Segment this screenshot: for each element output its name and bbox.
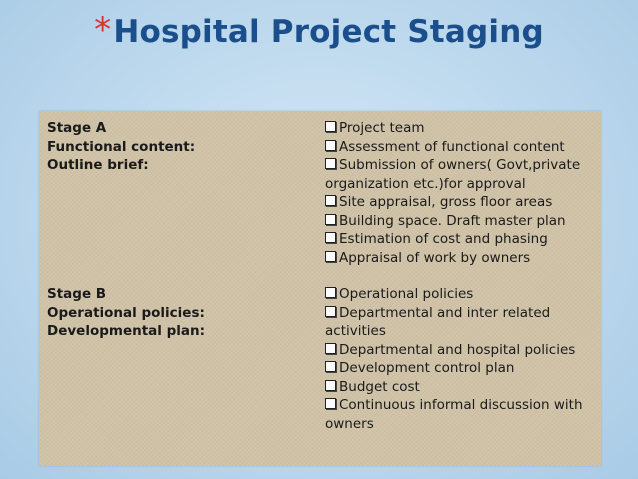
list-item-text: Site appraisal, gross floor areas — [339, 194, 553, 210]
operational-policies-label: Operational policies: — [47, 304, 205, 321]
checkbox-bullet-icon — [325, 306, 336, 317]
stage-b-labels — [47, 285, 317, 341]
list-item — [325, 119, 599, 138]
checkbox-bullet-icon — [325, 398, 336, 409]
content-panel — [39, 111, 601, 466]
list-item-text: Estimation of cost and phasing — [339, 231, 548, 247]
stage-a-label: Stage A — [47, 120, 107, 136]
list-item-text: Departmental and inter related activities — [325, 304, 551, 339]
list-item-text: Assessment of functional content — [339, 138, 565, 155]
list-item-text: Submission of owners( Govt,private organization etc.)for approval — [325, 157, 581, 192]
stage-b-items — [325, 285, 599, 433]
list-item — [325, 138, 599, 157]
list-item — [325, 285, 599, 304]
checkbox-bullet-icon — [325, 214, 336, 225]
list-item — [325, 378, 599, 397]
title-text: Hospital Project Staging — [113, 14, 544, 50]
outline-brief-label: Outline brief: — [47, 157, 149, 173]
list-item — [325, 359, 599, 378]
checkbox-bullet-icon — [325, 380, 336, 391]
list-item — [325, 156, 599, 193]
checkbox-bullet-icon — [325, 361, 336, 372]
list-item-text: Project team — [339, 120, 425, 136]
list-item — [325, 193, 599, 212]
list-item — [325, 304, 599, 341]
checkbox-bullet-icon — [325, 140, 336, 151]
checkbox-bullet-icon — [325, 251, 336, 262]
developmental-plan-label: Developmental plan: — [47, 323, 206, 339]
functional-content-label: Functional content: — [47, 138, 196, 155]
title-asterisk: * — [94, 10, 112, 50]
checkbox-bullet-icon — [325, 343, 336, 354]
list-item-text: Departmental and hospital policies — [339, 341, 576, 358]
list-item — [325, 341, 599, 360]
list-item-text: Appraisal of work by owners — [339, 249, 531, 266]
stage-a-items — [325, 119, 599, 267]
stage-a-labels — [47, 119, 317, 175]
slide-title — [0, 10, 638, 54]
list-item-text: Development control plan — [339, 360, 515, 376]
list-item — [325, 212, 599, 231]
list-item-text: Building space. Draft master plan — [339, 212, 566, 229]
list-item-text: Continuous informal discussion with owners — [325, 397, 583, 432]
list-item — [325, 396, 599, 433]
checkbox-bullet-icon — [325, 287, 336, 298]
checkbox-bullet-icon — [325, 195, 336, 206]
checkbox-bullet-icon — [325, 158, 336, 169]
list-item-text: Operational policies — [339, 286, 474, 302]
checkbox-bullet-icon — [325, 121, 336, 132]
list-item — [325, 249, 599, 268]
list-item-text: Budget cost — [339, 378, 420, 395]
list-item — [325, 230, 599, 249]
stage-b-label: Stage B — [47, 286, 107, 302]
checkbox-bullet-icon — [325, 232, 336, 243]
